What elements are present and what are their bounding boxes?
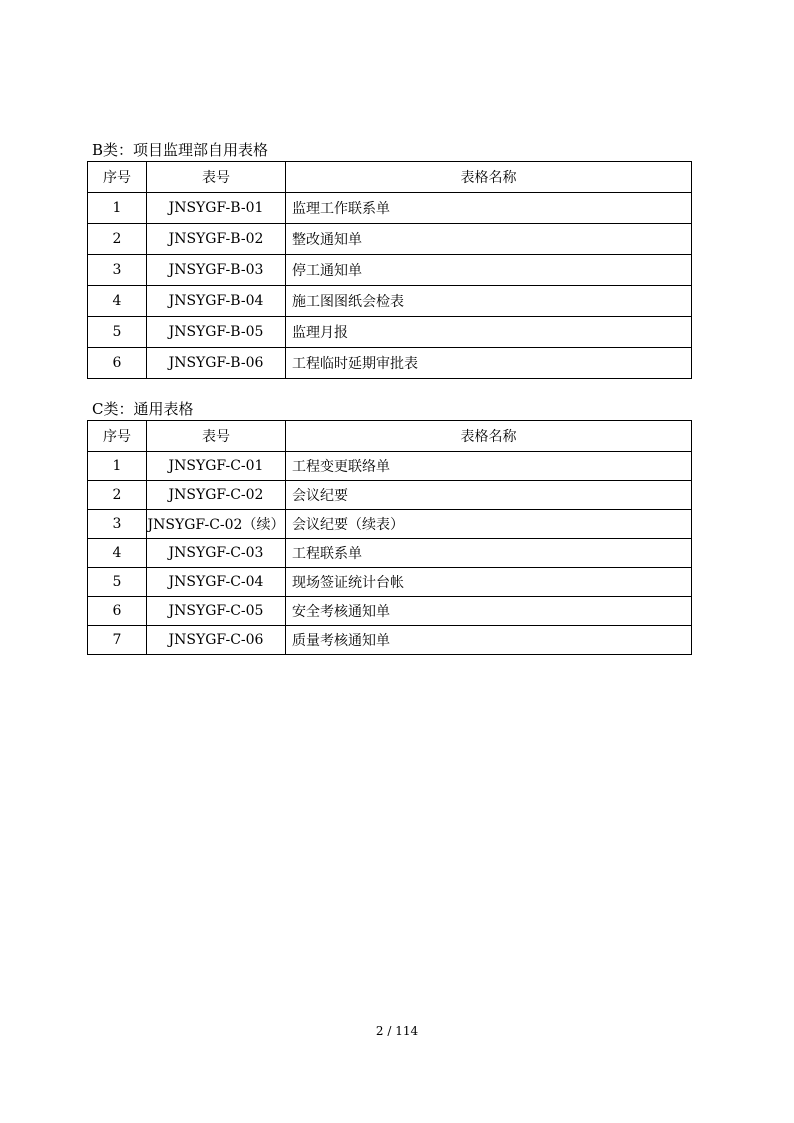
cell-code: JNSYGF-C-06 [147,626,286,655]
cell-seq: 3 [88,255,147,286]
header-code: 表号 [147,162,286,193]
cell-seq: 6 [88,348,147,379]
table-row [88,481,692,510]
header-code: 表号 [147,421,286,452]
table-row [88,193,692,224]
header-seq: 序号 [88,162,147,193]
cell-seq: 1 [88,193,147,224]
cell-code: JNSYGF-B-01 [147,193,286,224]
cell-seq: 2 [88,481,147,510]
header-seq: 序号 [88,421,147,452]
cell-name: 工程变更联络单 [286,452,692,481]
cell-code: JNSYGF-B-03 [147,255,286,286]
cell-name: 施工图图纸会检表 [286,286,692,317]
cell-name: 现场签证统计台帐 [286,568,692,597]
cell-seq: 5 [88,317,147,348]
header-name: 表格名称 [286,162,692,193]
cell-name: 监理工作联系单 [286,193,692,224]
table-row [88,255,692,286]
cell-seq: 1 [88,452,147,481]
cell-name: 停工通知单 [286,255,692,286]
cell-code: JNSYGF-C-04 [147,568,286,597]
table-row [88,626,692,655]
table-b-forms [87,161,692,379]
cell-code: JNSYGF-C-02（续） [147,510,286,539]
cell-name: 会议纪要（续表） [286,510,692,539]
cell-name: 会议纪要 [286,481,692,510]
cell-code: JNSYGF-C-02 [147,481,286,510]
table-row [88,597,692,626]
cell-code: JNSYGF-C-01 [147,452,286,481]
table-row [88,568,692,597]
cell-name: 质量考核通知单 [286,626,692,655]
table-row [88,510,692,539]
cell-code: JNSYGF-B-04 [147,286,286,317]
cell-code: JNSYGF-B-06 [147,348,286,379]
cell-seq: 4 [88,539,147,568]
table-row [88,317,692,348]
header-name: 表格名称 [286,421,692,452]
cell-name: 监理月报 [286,317,692,348]
table-header-row [88,162,692,193]
table-header-row [88,421,692,452]
cell-name: 工程临时延期审批表 [286,348,692,379]
cell-code: JNSYGF-B-05 [147,317,286,348]
cell-name: 整改通知单 [286,224,692,255]
cell-code: JNSYGF-B-02 [147,224,286,255]
table-row [88,224,692,255]
table-c-forms [87,420,692,655]
cell-code: JNSYGF-C-03 [147,539,286,568]
table-row [88,539,692,568]
cell-seq: 3 [88,510,147,539]
table-row [88,348,692,379]
cell-seq: 7 [88,626,147,655]
section-title-c: C类：通用表格 [92,400,194,418]
cell-seq: 4 [88,286,147,317]
cell-name: 安全考核通知单 [286,597,692,626]
section-title-b: B类：项目监理部自用表格 [92,141,269,159]
cell-name: 工程联系单 [286,539,692,568]
cell-seq: 6 [88,597,147,626]
table-row [88,286,692,317]
cell-seq: 2 [88,224,147,255]
cell-code: JNSYGF-C-05 [147,597,286,626]
table-row [88,452,692,481]
page-number: 2 / 114 [375,1024,419,1038]
cell-seq: 5 [88,568,147,597]
